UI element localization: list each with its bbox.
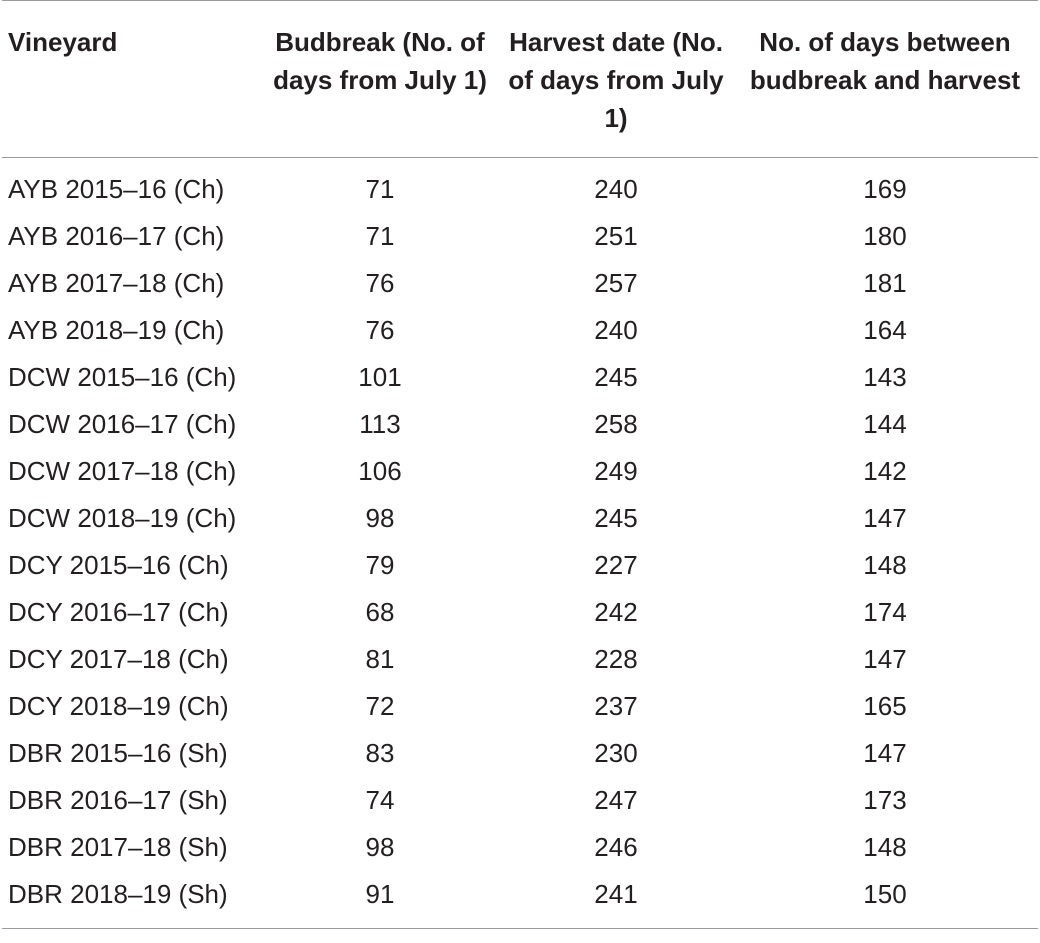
vineyard-cell: DCY 2018–19 (Ch) [8,691,229,721]
vineyard-cell: AYB 2015–16 (Ch) [8,174,225,204]
budbreak-cell: 91 [260,871,500,929]
days-between-cell: 144 [863,409,907,439]
budbreak-cell: 98 [365,503,395,533]
vineyard-cell: AYB 2016–17 (Ch) [8,221,225,251]
table-row [2,401,1038,448]
table-row [2,683,1038,730]
column-header-days-between: No. of days between budbreak and harvest [732,1,1038,158]
header-row [2,1,1038,158]
vineyard-cell: AYB 2018–19 (Ch) [8,315,225,345]
days-between-cell: 150 [732,871,1038,929]
table-row [2,636,1038,683]
days-between-cell: 147 [863,644,907,674]
budbreak-cell: 71 [365,174,395,204]
budbreak-cell: 101 [358,362,402,392]
days-between-cell: 180 [863,221,907,251]
budbreak-cell: 71 [365,221,395,251]
harvest-date-cell: 249 [594,456,638,486]
harvest-date-cell: 245 [594,362,638,392]
vineyard-cell: DCW 2015–16 (Ch) [8,362,237,392]
budbreak-cell: 76 [365,315,395,345]
budbreak-cell: 83 [365,738,395,768]
days-between-cell: 148 [863,550,907,580]
vineyard-cell: DBR 2017–18 (Sh) [8,832,228,862]
harvest-date-cell: 241 [500,871,732,929]
table-row [2,354,1038,401]
vineyard-cell: DCY 2017–18 (Ch) [8,644,229,674]
budbreak-cell: 106 [358,456,402,486]
table-row [2,871,1038,929]
column-header-budbreak: Budbreak (No. of days from July 1) [260,1,500,158]
budbreak-cell: 76 [365,268,395,298]
days-between-cell: 148 [863,832,907,862]
table-row [2,158,1038,214]
budbreak-cell: 113 [359,409,401,439]
vineyard-cell: DBR 2018–19 (Sh) [2,871,260,929]
days-between-cell: 173 [863,785,907,815]
vineyard-cell: DCW 2016–17 (Ch) [8,409,237,439]
budbreak-cell: 98 [365,832,395,862]
vineyard-cell: AYB 2017–18 (Ch) [8,268,225,298]
harvest-date-cell: 240 [594,315,638,345]
days-between-cell: 143 [863,362,907,392]
days-between-cell: 147 [863,503,907,533]
days-between-cell: 147 [863,738,907,768]
column-header-vineyard: Vineyard [2,1,260,158]
table-row [2,824,1038,871]
days-between-cell: 164 [863,315,907,345]
harvest-date-cell: 247 [594,785,638,815]
harvest-date-cell: 246 [594,832,638,862]
budbreak-cell: 81 [365,644,395,674]
harvest-date-cell: 257 [594,268,638,298]
table-row [2,448,1038,495]
days-between-cell: 142 [863,456,907,486]
days-between-cell: 181 [863,268,907,298]
vineyard-cell: DCY 2016–17 (Ch) [8,597,229,627]
table-row [2,589,1038,636]
harvest-date-cell: 251 [594,221,638,251]
harvest-date-cell: 227 [594,550,638,580]
table-body [2,158,1038,929]
harvest-date-cell: 230 [594,738,638,768]
vineyard-cell: DCW 2018–19 (Ch) [8,503,237,533]
phenology-table [2,0,1038,929]
harvest-date-cell: 240 [594,174,638,204]
table-row [2,260,1038,307]
harvest-date-cell: 242 [594,597,638,627]
table-row [2,542,1038,589]
column-header-harvest-date: Harvest date (No. of days from July 1) [500,1,732,158]
budbreak-cell: 72 [365,691,395,721]
table-row [2,730,1038,777]
table-row [2,777,1038,824]
harvest-date-cell: 258 [594,409,638,439]
days-between-cell: 165 [863,691,907,721]
harvest-date-cell: 245 [594,503,638,533]
table-row [2,213,1038,260]
harvest-date-cell: 237 [594,691,638,721]
table-row [2,307,1038,354]
vineyard-cell: DBR 2015–16 (Sh) [8,738,228,768]
budbreak-cell: 79 [365,550,395,580]
budbreak-cell: 74 [365,785,395,815]
vineyard-cell: DCY 2015–16 (Ch) [8,550,229,580]
days-between-cell: 174 [863,597,907,627]
vineyard-cell: DBR 2016–17 (Sh) [8,785,228,815]
harvest-date-cell: 228 [594,644,638,674]
budbreak-cell: 68 [365,597,395,627]
vineyard-cell: DCW 2017–18 (Ch) [8,456,237,486]
table-header [2,1,1038,158]
days-between-cell: 169 [863,174,907,204]
table-row [2,495,1038,542]
